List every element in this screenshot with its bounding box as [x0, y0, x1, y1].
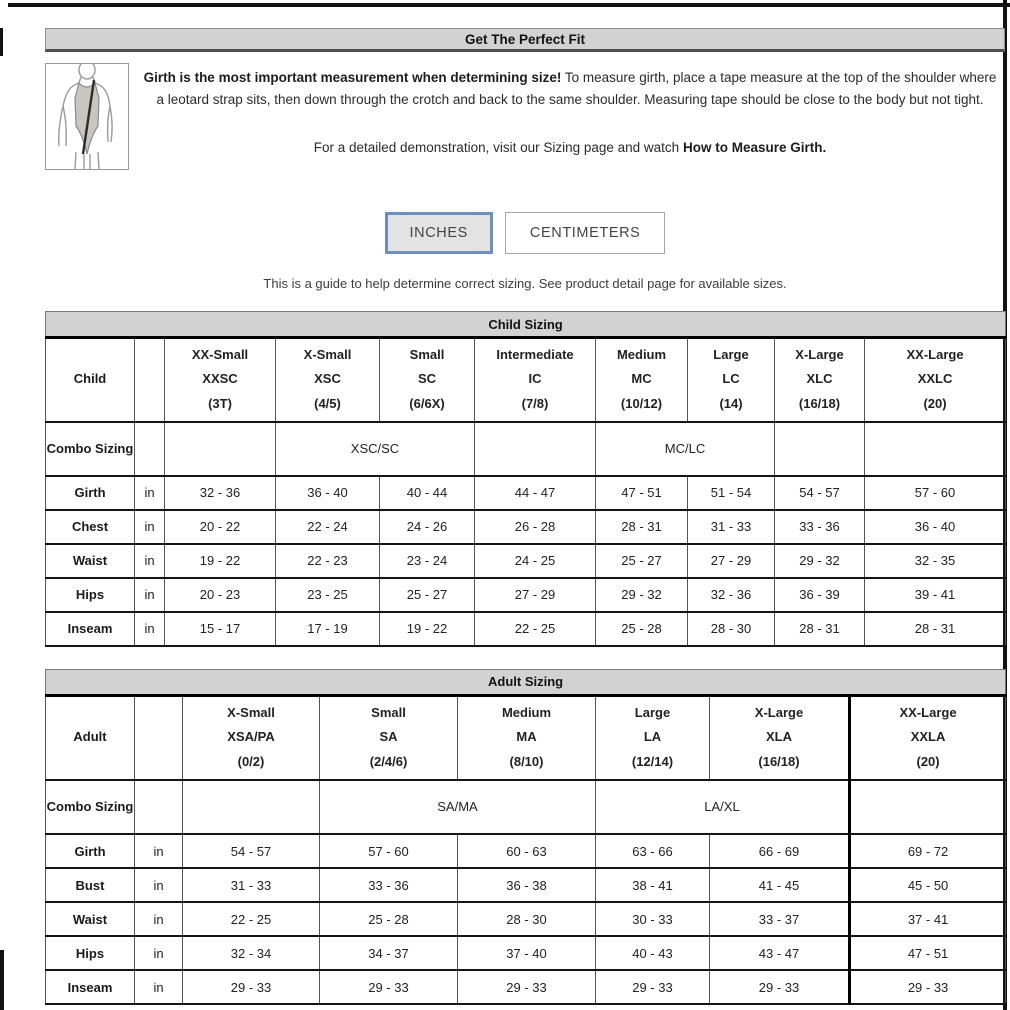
size-header-line: (6/6X) — [409, 396, 445, 412]
unit-cell: in — [135, 510, 165, 544]
child-sizing-table — [45, 311, 1006, 647]
unit-cell: in — [135, 936, 183, 970]
size-header-line: LC — [722, 371, 740, 387]
measurement-value: 36 - 40 — [865, 510, 1006, 544]
size-column-header — [276, 338, 380, 422]
size-header-line: X-Small — [303, 346, 352, 362]
size-header-line: Large — [634, 704, 671, 720]
measurement-value: 29 - 32 — [775, 544, 865, 578]
table-title: Child Sizing — [46, 312, 1006, 338]
measurement-value: 22 - 24 — [276, 510, 380, 544]
unit-header-cell — [135, 695, 183, 780]
leotard-measurement-illustration — [45, 63, 129, 170]
unit-button-inches[interactable]: INCHES — [385, 212, 493, 254]
corner-label: Adult — [46, 695, 135, 780]
measurement-label: Chest — [46, 510, 135, 544]
measurement-value: 29 - 33 — [458, 970, 596, 1004]
combo-cell: SA/MA — [320, 780, 596, 834]
measurement-row-hips — [46, 936, 1006, 970]
size-header-line: (20) — [923, 396, 947, 412]
unit-cell: in — [135, 476, 165, 510]
table-title: Adult Sizing — [46, 669, 1006, 695]
intro-section — [45, 63, 1005, 170]
measurement-value: 31 - 33 — [688, 510, 775, 544]
size-column-header — [710, 695, 850, 780]
child-sizing-table-slot — [45, 311, 1005, 647]
size-header-line: XXSC — [202, 371, 238, 387]
size-header-line: (2/4/6) — [369, 754, 408, 770]
measurement-value: 28 - 30 — [688, 612, 775, 646]
size-column-header — [850, 695, 1006, 780]
size-header-line: XX-Large — [899, 704, 957, 720]
measurement-value: 40 - 43 — [596, 936, 710, 970]
measurement-value: 57 - 60 — [865, 476, 1006, 510]
measurement-value: 36 - 40 — [276, 476, 380, 510]
size-header-line: Small — [409, 346, 445, 362]
measurement-value: 22 - 23 — [276, 544, 380, 578]
size-header-line: XXLA — [910, 729, 946, 745]
sizing-note: This is a guide to help determine correct sizing. See product detail page for available sizes. — [263, 276, 787, 291]
size-header-line: (16/18) — [758, 754, 800, 770]
demo-sentence-text: For a detailed demonstration, visit our Sizing page and watch — [313, 139, 680, 155]
combo-unit-cell — [135, 780, 183, 834]
size-column-header — [775, 338, 865, 422]
combo-cell — [775, 422, 865, 476]
measurement-value: 25 - 28 — [320, 902, 458, 936]
measurement-value: 44 - 47 — [475, 476, 596, 510]
size-header-line: Large — [713, 346, 749, 362]
measurement-row-inseam — [46, 970, 1006, 1004]
size-column-header — [320, 695, 458, 780]
unit-button-centimeters[interactable]: CENTIMETERS — [505, 212, 666, 254]
measurement-value: 57 - 60 — [320, 834, 458, 868]
combo-cell — [165, 422, 276, 476]
size-header-line: MA — [516, 729, 537, 745]
unit-cell: in — [135, 578, 165, 612]
sizing-guide-page — [45, 0, 1005, 1005]
measurement-value: 39 - 41 — [865, 578, 1006, 612]
measurement-value: 32 - 34 — [183, 936, 320, 970]
size-column-header — [865, 338, 1006, 422]
size-header-line: (12/14) — [631, 754, 674, 770]
size-header-line: XX-Small — [191, 346, 249, 362]
measurement-row-waist — [46, 902, 1006, 936]
measurement-row-bust — [46, 868, 1006, 902]
size-header-line: XSA/PA — [227, 729, 275, 745]
size-header-line: SC — [417, 371, 437, 387]
size-header-line: Small — [371, 704, 406, 720]
measurement-value: 27 - 29 — [475, 578, 596, 612]
size-header-line: LA — [643, 729, 662, 745]
adult-sizing-table-slot — [45, 669, 1005, 1006]
combo-row-label: Combo Sizing — [46, 422, 135, 476]
size-header-line: (20) — [916, 754, 940, 770]
size-header-line: Intermediate — [496, 346, 574, 362]
size-header-line: (16/18) — [798, 396, 841, 412]
size-header-line: X-Large — [795, 346, 844, 362]
measurement-value: 37 - 40 — [458, 936, 596, 970]
size-header-line: (8/10) — [509, 754, 544, 770]
measurement-value: 34 - 37 — [320, 936, 458, 970]
size-header-line: (7/8) — [521, 396, 549, 412]
measurement-value: 26 - 28 — [475, 510, 596, 544]
girth-instructions-body: To measure girth, place a tape measure at the top of the shoulder where a leotard strap sits, then down through the crotch and back to the same shoulder. Measuring tape should be close to the body but not tight. — [156, 70, 997, 107]
measurement-value: 54 - 57 — [775, 476, 865, 510]
measurement-value: 25 - 27 — [380, 578, 475, 612]
combo-cell: MC/LC — [596, 422, 775, 476]
combo-cell — [183, 780, 320, 834]
measurement-value: 28 - 31 — [775, 612, 865, 646]
size-column-header — [458, 695, 596, 780]
measurement-value: 29 - 32 — [596, 578, 688, 612]
unit-cell: in — [135, 612, 165, 646]
measurement-value: 47 - 51 — [850, 936, 1006, 970]
measurement-row-waist — [46, 544, 1006, 578]
measurement-value: 32 - 35 — [865, 544, 1006, 578]
size-column-header — [380, 338, 475, 422]
measurement-value: 24 - 25 — [475, 544, 596, 578]
measurement-value: 36 - 39 — [775, 578, 865, 612]
measurement-value: 28 - 31 — [596, 510, 688, 544]
demo-sentence — [139, 137, 1001, 159]
unit-cell: in — [135, 834, 183, 868]
measurement-value: 69 - 72 — [850, 834, 1006, 868]
measurement-label: Hips — [46, 578, 135, 612]
measurement-value: 40 - 44 — [380, 476, 475, 510]
measurement-value: 43 - 47 — [710, 936, 850, 970]
size-header-line: (0/2) — [237, 754, 265, 770]
measurement-value: 31 - 33 — [183, 868, 320, 902]
measurement-value: 29 - 33 — [710, 970, 850, 1004]
size-header-line: Medium — [616, 346, 667, 362]
measurement-value: 25 - 28 — [596, 612, 688, 646]
measurement-label: Girth — [46, 834, 135, 868]
combo-cell — [850, 780, 1006, 834]
measurement-value: 24 - 26 — [380, 510, 475, 544]
measurement-value: 37 - 41 — [850, 902, 1006, 936]
adult-sizing-table — [45, 669, 1006, 1006]
page-title: Get The Perfect Fit — [45, 28, 1005, 52]
size-header-line: (3T) — [208, 396, 232, 412]
measurement-value: 54 - 57 — [183, 834, 320, 868]
size-column-header — [183, 695, 320, 780]
measurement-value: 41 - 45 — [710, 868, 850, 902]
size-column-header — [596, 695, 710, 780]
measurement-label: Bust — [46, 868, 135, 902]
measurement-value: 15 - 17 — [165, 612, 276, 646]
measurement-value: 29 - 33 — [850, 970, 1006, 1004]
size-header-line: X-Large — [754, 704, 804, 720]
measurement-value: 22 - 25 — [475, 612, 596, 646]
measurement-value: 36 - 38 — [458, 868, 596, 902]
measurement-value: 51 - 54 — [688, 476, 775, 510]
measurement-value: 19 - 22 — [380, 612, 475, 646]
size-header-line: X-Small — [227, 704, 275, 720]
combo-cell — [865, 422, 1006, 476]
measurement-value: 29 - 33 — [596, 970, 710, 1004]
measurement-value: 28 - 30 — [458, 902, 596, 936]
measurement-value: 63 - 66 — [596, 834, 710, 868]
measurement-value: 29 - 33 — [320, 970, 458, 1004]
measurement-label: Hips — [46, 936, 135, 970]
girth-instructions — [139, 67, 1001, 111]
corner-label: Child — [46, 338, 135, 422]
measurement-value: 33 - 36 — [775, 510, 865, 544]
measurement-label: Waist — [46, 902, 135, 936]
demo-sentence-bold: How to Measure Girth. — [682, 139, 827, 155]
measurement-row-girth — [46, 476, 1006, 510]
combo-cell: XSC/SC — [276, 422, 475, 476]
size-header-line: SA — [379, 729, 398, 745]
measurement-label: Inseam — [46, 970, 135, 1004]
measurement-value: 17 - 19 — [276, 612, 380, 646]
measurement-row-girth — [46, 834, 1006, 868]
measurement-value: 38 - 41 — [596, 868, 710, 902]
measurement-value: 32 - 36 — [165, 476, 276, 510]
measurement-label: Inseam — [46, 612, 135, 646]
size-header-line: XSC — [314, 371, 341, 387]
measurement-value: 47 - 51 — [596, 476, 688, 510]
measurement-value: 20 - 23 — [165, 578, 276, 612]
size-column-header — [596, 338, 688, 422]
size-header-line: XX-Large — [906, 346, 964, 362]
measurement-value: 33 - 36 — [320, 868, 458, 902]
measurement-value: 29 - 33 — [183, 970, 320, 1004]
size-column-header — [475, 338, 596, 422]
unit-cell: in — [135, 544, 165, 578]
measurement-value: 19 - 22 — [165, 544, 276, 578]
girth-instructions-lead: Girth is the most important measurement when determining size! — [143, 70, 562, 85]
unit-cell: in — [135, 970, 183, 1004]
size-header-line: XLA — [766, 729, 792, 745]
size-header-line: XLC — [806, 371, 833, 387]
size-header-line: XXLC — [917, 371, 953, 387]
combo-cell — [475, 422, 596, 476]
leotard-icon — [46, 64, 128, 169]
measurement-value: 23 - 24 — [380, 544, 475, 578]
size-header-line: Medium — [501, 704, 552, 720]
size-header-line: (10/12) — [620, 396, 663, 412]
measurement-value: 30 - 33 — [596, 902, 710, 936]
size-column-header — [688, 338, 775, 422]
measurement-row-hips — [46, 578, 1006, 612]
size-header-line: IC — [528, 371, 542, 387]
measurement-row-inseam — [46, 612, 1006, 646]
measurement-label: Girth — [46, 476, 135, 510]
measurement-value: 22 - 25 — [183, 902, 320, 936]
unit-toggle — [45, 212, 1005, 254]
combo-cell: LA/XL — [596, 780, 850, 834]
measurement-value: 33 - 37 — [710, 902, 850, 936]
combo-unit-cell — [135, 422, 165, 476]
measurement-value: 32 - 36 — [688, 578, 775, 612]
size-header-line: (14) — [719, 396, 743, 412]
measurement-value: 27 - 29 — [688, 544, 775, 578]
measurement-value: 25 - 27 — [596, 544, 688, 578]
measurement-value: 23 - 25 — [276, 578, 380, 612]
measurement-row-chest — [46, 510, 1006, 544]
screenshot-frame-left-bottom — [0, 950, 4, 1010]
measurement-value: 45 - 50 — [850, 868, 1006, 902]
screenshot-frame-left-top — [0, 28, 3, 56]
intro-text — [129, 63, 1005, 170]
measurement-label: Waist — [46, 544, 135, 578]
measurement-value: 20 - 22 — [165, 510, 276, 544]
size-header-line: (4/5) — [314, 396, 341, 412]
size-header-line: MC — [631, 371, 652, 387]
combo-row-label: Combo Sizing — [46, 780, 135, 834]
measurement-value: 66 - 69 — [710, 834, 850, 868]
size-column-header — [165, 338, 276, 422]
unit-cell: in — [135, 902, 183, 936]
unit-cell: in — [135, 868, 183, 902]
measurement-value: 28 - 31 — [865, 612, 1006, 646]
measurement-value: 60 - 63 — [458, 834, 596, 868]
unit-header-cell — [135, 338, 165, 422]
